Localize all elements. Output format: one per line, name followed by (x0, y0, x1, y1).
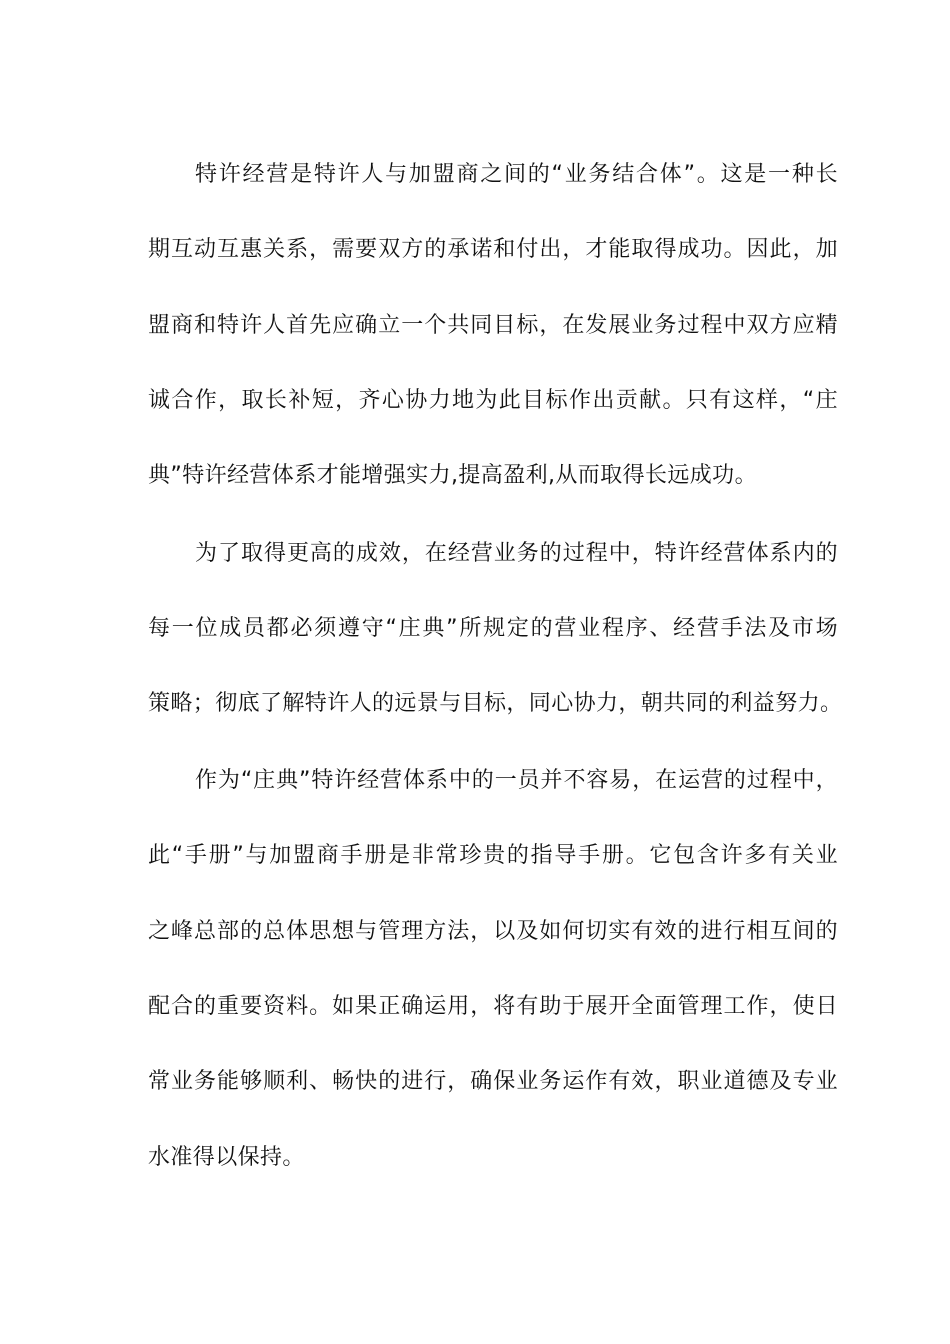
paragraph-2-line-2: 每一位成员都必须遵守“庄典”所规定的营业程序、经营手法及市场 (148, 616, 838, 641)
paragraph-3-line-2: 此“手册”与加盟商手册是非常珍贵的指导手册。它包含许多有关业 (148, 843, 838, 868)
paragraph-1-line-2: 期互动互惠关系，需要双方的承诺和付出，才能取得成功。因此，加 (148, 237, 838, 262)
paragraph-1-line-1: 特许经营是特许人与加盟商之间的“业务结合体”。这是一种长 (195, 162, 838, 187)
paragraph-2-line-3: 策略；彻底了解特许人的远景与目标，同心协力，朝共同的利益努力。 (148, 691, 843, 716)
paragraph-3-line-1: 作为“庄典”特许经营体系中的一员并不容易，在运营的过程中， (195, 768, 838, 793)
paragraph-2-line-1: 为了取得更高的成效，在经营业务的过程中，特许经营体系内的 (195, 541, 838, 566)
paragraph-3-line-4: 配合的重要资料。如果正确运用，将有助于展开全面管理工作，使日 (148, 994, 838, 1019)
paragraph-3-line-6: 水准得以保持。 (148, 1145, 305, 1170)
paragraph-1-line-4: 诚合作，取长补短，齐心协力地为此目标作出贡献。只有这样，“庄 (148, 388, 838, 413)
paragraph-3-line-3: 之峰总部的总体思想与管理方法，以及如何切实有效的进行相互间的 (148, 919, 838, 944)
paragraph-1-line-3: 盟商和特许人首先应确立一个共同目标，在发展业务过程中双方应精 (148, 313, 838, 338)
paragraph-3-line-5: 常业务能够顺利、畅快的进行，确保业务运作有效，职业道德及专业 (148, 1069, 838, 1094)
paragraph-1-line-5: 典”特许经营体系才能增强实力,提高盈利,从而取得长远成功。 (148, 463, 757, 488)
